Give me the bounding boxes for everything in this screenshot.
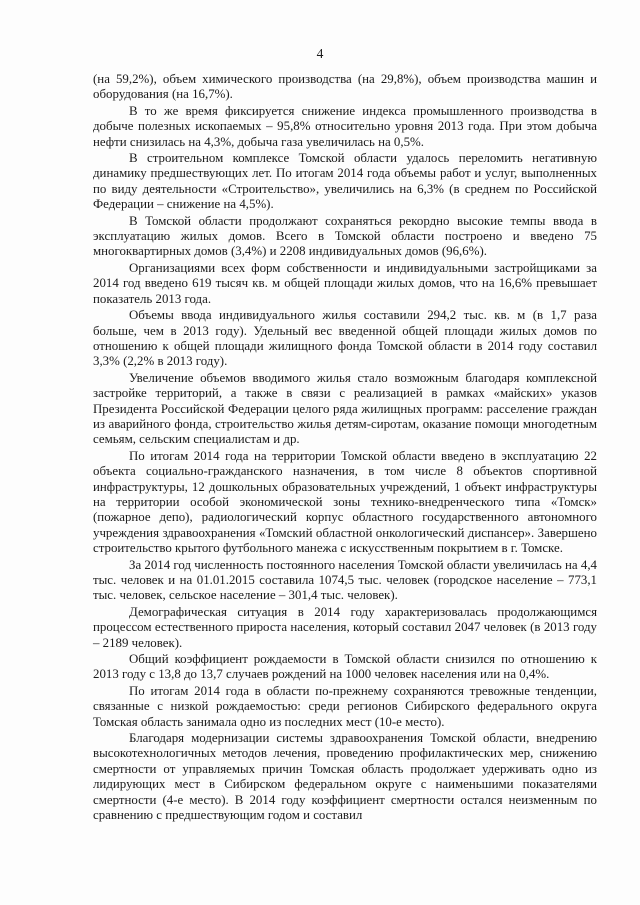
paragraph: По итогам 2014 года в области по-прежнему сохраняются тревожные тенденции, связанные с низкой рождаемостью: среди регионов Сибирского федерального округа Томская область занимала одно из последних мест (10-е место). <box>93 683 597 729</box>
paragraph: За 2014 год численность постоянного населения Томской области увеличилась на 4,4 тыс. человек и на 01.01.2015 составила 1074,5 тыс. человек (городское население – 773,1 тыс. человек, сельское население – 301,4 тыс. человек). <box>93 557 597 603</box>
paragraph: В Томской области продолжают сохраняться рекордно высокие темпы ввода в эксплуатацию жилых домов. Всего в Томской области построено и введено 75 многоквартирных домов (3,4%) и 2208 индивидуальных домов (96,6%). <box>93 213 597 259</box>
paragraph: По итогам 2014 года на территории Томской области введено в эксплуатацию 22 объекта социально-гражданского назначения, в том числе 8 объектов спортивной инфраструктуры, 12 дошкольных образовательных учреждений, 1 объект инфраструктуры на территории особой экономической зоны технико-внедренческого типа «Томск» (пожарное депо), радиологический корпус областного государственного автономного учреждения здравоохранения «Томский областной онкологический диспансер». Завершено строительство крытого футбольного манежа с искусственным покрытием в г. Томске. <box>93 448 597 556</box>
paragraph: Увеличение объемов вводимого жилья стало возможным благодаря комплексной застройке территорий, а также в связи с реализацией в рамках «майских» указов Президента Российской Федерации целого ряда жилищных программ: расселение граждан из аварийного фонда, строительство жилья детям-сиротам, оказание помощи многодетным семьям, сельским специалистам и др. <box>93 370 597 447</box>
paragraph: В строительном комплексе Томской области удалось переломить негативную динамику предшествующих лет. По итогам 2014 года объемы работ и услуг, выполненных по виду деятельности «Строительство», увеличились на 6,3% (в среднем по Российской Федерации – снижение на 4,5%). <box>93 151 597 212</box>
page-number: 4 <box>316 46 324 61</box>
document-body <box>93 72 597 825</box>
paragraph: Демографическая ситуация в 2014 году характеризовалась продолжающимся процессом естественного прироста населения, который составил 2047 человек (в 2013 году – 2189 человек). <box>93 604 597 650</box>
paragraph: Благодаря модернизации системы здравоохранения Томской области, внедрению высокотехнологичных методов лечения, проведению профилактических мер, снижению смертности от управляемых причин Томская область продолжает удерживать одно из лидирующих мест в Сибирском федеральном округе с наименьшими показателями смертности (4-е место). В 2014 году коэффициент смертности остался неизменным по сравнению с предшествующим годом и составил <box>93 731 597 823</box>
paragraph: Организациями всех форм собственности и индивидуальными застройщиками за 2014 год введено 619 тысяч кв. м общей площади жилых домов, что на 16,6% превышает показатель 2013 года. <box>93 260 597 306</box>
paragraph: Объемы ввода индивидуального жилья составили 294,2 тыс. кв. м (в 1,7 раза больше, чем в 2013 году). Удельный вес введенной общей площади жилых домов по отношению к общей площади жилищного фонда Томской области в 2014 году составил 3,3% (2,2% в 2013 году). <box>93 308 597 369</box>
paragraph: (на 59,2%), объем химического производства (на 29,8%), объем производства машин и оборудования (на 16,7%). <box>93 72 597 102</box>
paragraph: В то же время фиксируется снижение индекса промышленного производства в добыче полезных ископаемых – 95,8% относительно уровня 2013 года. При этом добыча нефти снизилась на 4,3%, добыча газа увеличилась на 0,5%. <box>93 103 597 149</box>
paragraph: Общий коэффициент рождаемости в Томской области снизился по отношению к 2013 году с 13,8 до 13,7 случаев рождений на 1000 человек населения или на 0,4%. <box>93 652 597 682</box>
